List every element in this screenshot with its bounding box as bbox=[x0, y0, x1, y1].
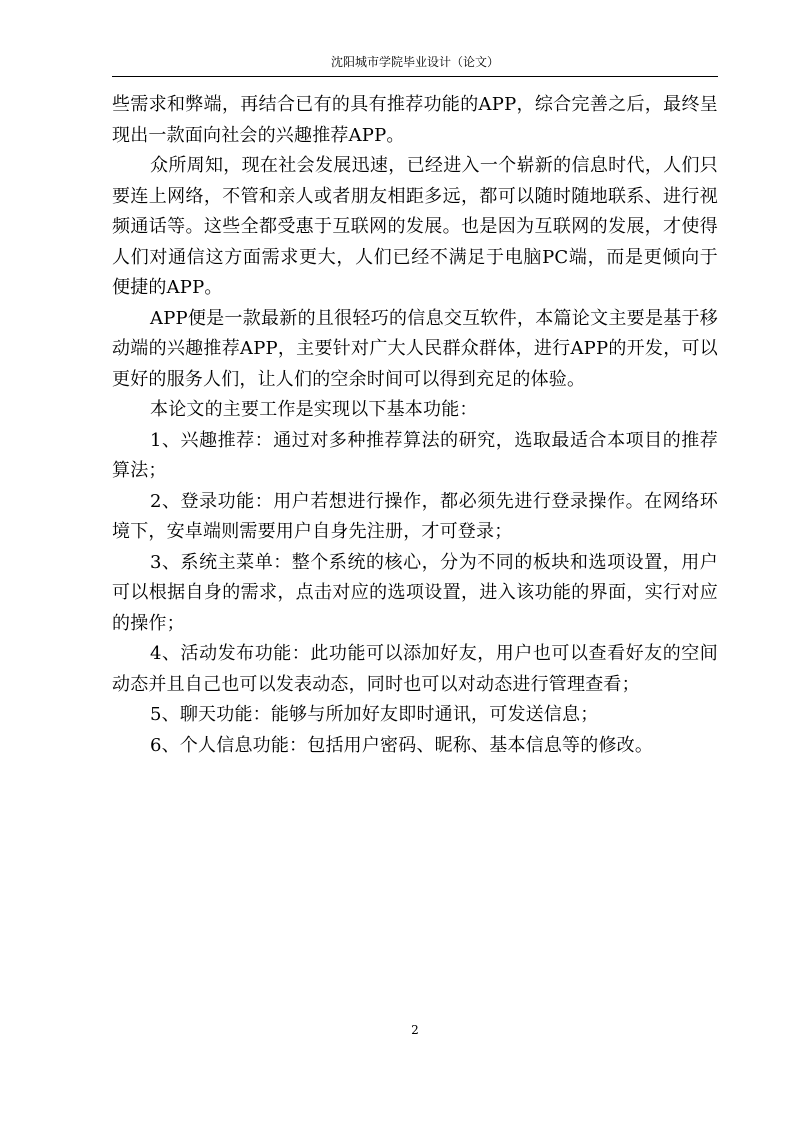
list-item-activity-publish: 4、活动发布功能：此功能可以添加好友，用户也可以查看好友的空间动态并且自己也可以发表动态，同时也可以对动态进行管理查看； bbox=[112, 643, 718, 695]
paragraph: 本论文的主要工作是实现以下基本功能： bbox=[150, 399, 478, 420]
body-text bbox=[112, 90, 718, 761]
paragraph-continuation: 些需求和弊端，再结合已有的具有推荐功能的APP，综合完善之后，最终呈现出一款面向社会的兴趣推荐APP。 bbox=[112, 94, 718, 146]
page-number: 2 bbox=[411, 1023, 419, 1037]
list-item-personal-info: 6、个人信息功能：包括用户密码、昵称、基本信息等的修改。 bbox=[150, 734, 654, 756]
paragraph: APP便是一款最新的且很轻巧的信息交互软件，本篇论文主要是基于移动端的兴趣推荐APP，主要针对广大人民群众群体，进行APP的开发，可以更好的服务人们，让人们的空余时间可以得到充足的体验。 bbox=[112, 307, 718, 390]
list-item-main-menu: 3、系统主菜单：整个系统的核心，分为不同的板块和选项设置，用户可以根据自身的需求，点击对应的选项设置，进入该功能的界面，实行对应的操作； bbox=[112, 551, 718, 634]
header-rule bbox=[112, 76, 718, 77]
page-header: 沈阳城市学院毕业设计（论文） bbox=[330, 55, 499, 69]
list-item-login: 2、登录功能：用户若想进行操作，都必须先进行登录操作。在网络环境下，安卓端则需要用户自身先注册，才可登录； bbox=[112, 490, 718, 542]
list-item-chat: 5、聊天功能：能够与所加好友即时通讯，可发送信息； bbox=[150, 704, 599, 725]
paragraph: 众所周知，现在社会发展迅速，已经进入一个崭新的信息时代，人们只要连上网络，不管和亲人或者朋友相距多远，都可以随时随地联系、进行视频通话等。这些全都受惠于互联网的发展。也是因为互联网的发展，才使得人们对通信这方面需求更大，人们已经不满足于电脑PC端，而是更倾向于便捷的APP。 bbox=[112, 155, 718, 298]
list-item-interest-recommendation: 1、兴趣推荐：通过对多种推荐算法的研究，选取最适合本项目的推荐算法； bbox=[112, 429, 718, 481]
